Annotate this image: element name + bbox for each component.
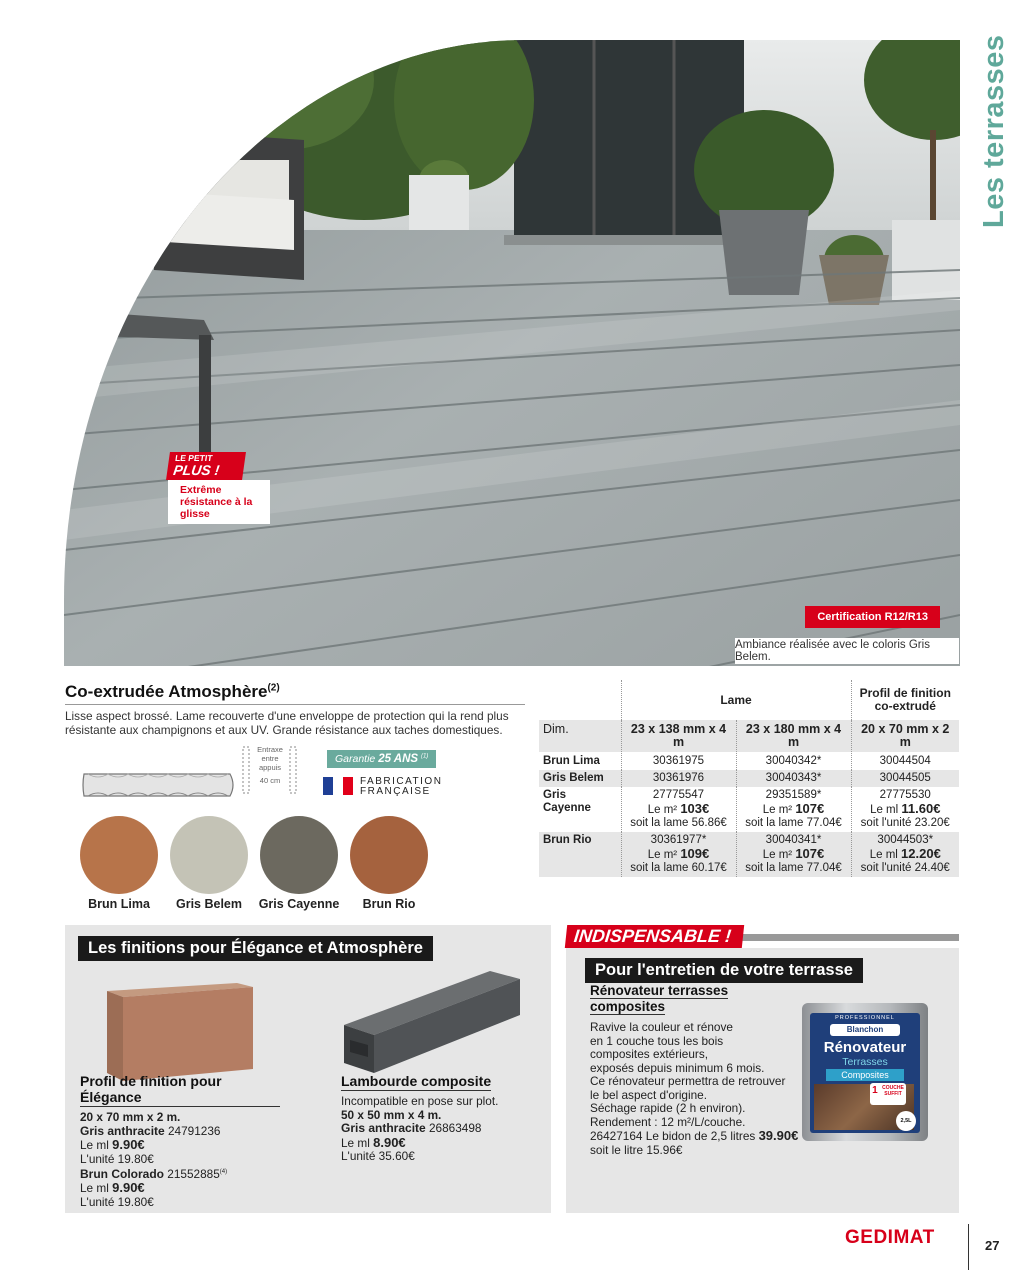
footer-rule [968, 1224, 969, 1270]
product-title [65, 682, 280, 702]
row-name: Brun Rio [539, 832, 621, 877]
finitions-title-wrap [78, 936, 433, 961]
cell-sub: soit l'unité 24.40€ [860, 862, 950, 874]
cell-sub: soit la lame 56.86€ [630, 817, 727, 829]
profil-block [80, 1073, 280, 1209]
table-row [539, 753, 959, 771]
cell-price: Le m² 107€ [762, 801, 825, 816]
side-title-text: Les terrasses [978, 34, 1010, 228]
header-profil: Profil de finition co-extrudé [851, 680, 959, 720]
can-brand: Blanchon [830, 1024, 900, 1036]
profil-b-price: Le ml 9.90€ [80, 1180, 145, 1196]
can-sub2: Composites [826, 1069, 904, 1081]
cell-price: Le m² 103€ [647, 801, 710, 816]
petit-plus-badge [168, 452, 270, 524]
guarantee-note: (1) [420, 753, 429, 760]
cell-price: Le ml 12.20€ [869, 846, 941, 861]
entraxe-label [240, 745, 300, 785]
table-cell: 30044504 [851, 753, 959, 771]
dim-cell: 23 x 138 mm x 4 m [621, 720, 736, 753]
renovateur-litre: soit le litre 15.96€ [590, 1142, 683, 1157]
swatch-label: Gris Cayenne [258, 897, 340, 911]
lambourde-unit: L'unité 35.60€ [341, 1149, 415, 1163]
entraxe-line4: 40 cm [259, 776, 281, 785]
can-badge: 1 COUCHE SUFFIT [870, 1083, 906, 1105]
table-row [539, 832, 959, 877]
profil-b: Brun Colorado 21552885$^{(4)}$ [80, 1166, 228, 1181]
indispensable-rule [740, 934, 959, 941]
can-volume: 2,5L [896, 1111, 916, 1131]
entraxe-line1: Entraxe [257, 745, 283, 754]
profil-a-unit: L'unité 19.80€ [80, 1151, 154, 1166]
entretien-panel [566, 948, 959, 1213]
table-cell [851, 832, 959, 877]
fab-line1: FABRICATION [360, 776, 443, 787]
guarantee-value: 25 ANS [378, 753, 419, 765]
product-description: Lisse aspect brossé. Lame recouverte d'une enveloppe de protection qui la rend plus résistante aux champignons et aux UV. Grande résistance aux taches domestiques. [65, 709, 509, 737]
lambourde-price: Le ml 8.90€ [341, 1134, 406, 1150]
section-side-title [970, 34, 1010, 230]
profil-title: Profil de finition pour Élégance [80, 1073, 280, 1107]
table-header-row [539, 680, 959, 720]
table-cell [851, 787, 959, 832]
hero-photo [64, 40, 960, 666]
renovateur-text: Ravive la couleur et rénove en 1 couche tous les bois composites extérieurs, exposés depuis minimum 6 mois. Ce rénovateur permettra de retrouver le bel aspect d'origine. Séchage rapide (2 h environ). Rendement : 12 m²/L/couche. 26427164 Le bidon de 2,5 litres 39.90€ soit le litre 15.96€ [590, 1021, 830, 1157]
page-number: 27 [985, 1238, 1000, 1253]
indispensable-tag: INDISPENSABLE ! [565, 925, 744, 948]
guarantee-badge [327, 750, 436, 768]
row-name: Gris Belem [539, 770, 621, 787]
certification-badge: Certification R12/R13 [805, 606, 940, 628]
profil-b-unit: L'unité 19.80€ [80, 1194, 154, 1209]
french-flag-icon [323, 777, 353, 795]
entretien-title: Pour l'entretien de votre terrasse [585, 958, 863, 983]
profil-a-price: Le ml 9.90€ [80, 1137, 145, 1152]
row-name: Gris Cayenne [543, 789, 591, 814]
cell-ref: 27775547 [652, 789, 705, 801]
cell-ref: 29351589* [765, 789, 822, 801]
lambourde-ref: Gris anthracite 26863498 [341, 1121, 482, 1135]
board-profile-drawing [80, 768, 240, 802]
dim-cell: 23 x 180 mm x 4 m [736, 720, 851, 753]
table-cell: 30044505 [851, 770, 959, 787]
petit-plus-tag [166, 452, 246, 480]
lambourde-title: Lambourde composite [341, 1073, 492, 1089]
table-cell [621, 832, 736, 877]
table-row [539, 720, 959, 753]
entretien-title-wrap [585, 958, 863, 983]
product-title-rule [65, 704, 525, 705]
fab-line2: FRANÇAISE [360, 786, 431, 797]
lambourde-image [340, 965, 530, 1075]
petit-plus-line1: LE PETIT [174, 453, 214, 463]
table-cell: 30040342* [736, 753, 851, 771]
cell-price: Le m² 109€ [647, 846, 710, 861]
profil-finition-image [105, 973, 255, 1083]
table-cell: 30361976 [621, 770, 736, 787]
lambourde-desc: Incompatible en pose sur plot. [341, 1094, 499, 1108]
can-pro: PROFESSIONNEL [835, 1015, 895, 1021]
header-lame: Lame [621, 680, 851, 720]
table-cell: 30361975 [621, 753, 736, 771]
cell-ref: 30361977* [650, 834, 707, 846]
cell-ref: 30040341* [765, 834, 822, 846]
finitions-title: Les finitions pour Élégance et Atmosphère [78, 936, 433, 961]
table-cell [736, 787, 851, 832]
gedimat-logo: GEDIMAT [845, 1227, 935, 1248]
cell-sub: soit la lame 60.17€ [630, 862, 727, 874]
guarantee-prefix: Garantie [335, 753, 376, 765]
cell-price: Le ml 11.60€ [870, 801, 941, 816]
cell-sub: soit la lame 77.04€ [745, 862, 842, 874]
renovateur-can-image [802, 1003, 928, 1141]
swatch-brun-lima [80, 816, 158, 894]
cell-sub: soit l'unité 23.20€ [860, 817, 950, 829]
lambourde-dim: 50 x 50 mm x 4 m. [341, 1107, 442, 1122]
swatch-gris-cayenne [260, 816, 338, 894]
petit-plus-text: Extrême résistance à la glisse [168, 480, 270, 524]
profil-a: Gris anthracite 24791236 [80, 1123, 221, 1138]
cell-ref: 30044503* [877, 834, 934, 846]
row-name: Brun Lima [543, 755, 600, 767]
can-name: Rénovateur [823, 1039, 907, 1056]
product-title-text: Co-extrudée Atmosphère [65, 682, 268, 701]
cell-ref: 27775530 [879, 789, 931, 801]
entraxe-line2: entre [261, 754, 279, 763]
swatch-brun-rio [350, 816, 428, 894]
renovateur-price: 26427164 Le bidon de 2,5 litres 39.90€ [590, 1128, 799, 1143]
dim-cell: 20 x 70 mm x 2 m [851, 720, 959, 753]
petit-plus-line2: PLUS ! [172, 462, 221, 478]
lambourde-block [341, 1073, 541, 1164]
product-title-note: (2) [267, 682, 280, 694]
swatch-label: Gris Belem [175, 897, 242, 911]
swatch-label: Brun Rio [362, 897, 416, 911]
entraxe-line3: appuis [258, 763, 282, 772]
swatch-label: Brun Lima [88, 897, 150, 911]
fabrication-francaise [360, 777, 442, 797]
profil-dim: 20 x 70 mm x 2 m. [80, 1110, 181, 1124]
finitions-panel [65, 925, 551, 1213]
table-cell [736, 832, 851, 877]
ambiance-caption: Ambiance réalisée avec le coloris Gris Belem. [735, 638, 959, 664]
swatch-gris-belem [170, 816, 248, 894]
cell-price: Le m² 107€ [762, 846, 825, 861]
table-cell [621, 787, 736, 832]
dim-label: Dim. [539, 720, 621, 753]
can-sub1: Terrasses [842, 1056, 888, 1068]
table-row [539, 787, 959, 832]
product-table [539, 680, 959, 877]
renovateur-title: Rénovateur terrasses composites [590, 983, 729, 1014]
table-cell: 30040343* [736, 770, 851, 787]
table-row [539, 770, 959, 787]
cell-sub: soit la lame 77.04€ [745, 817, 842, 829]
